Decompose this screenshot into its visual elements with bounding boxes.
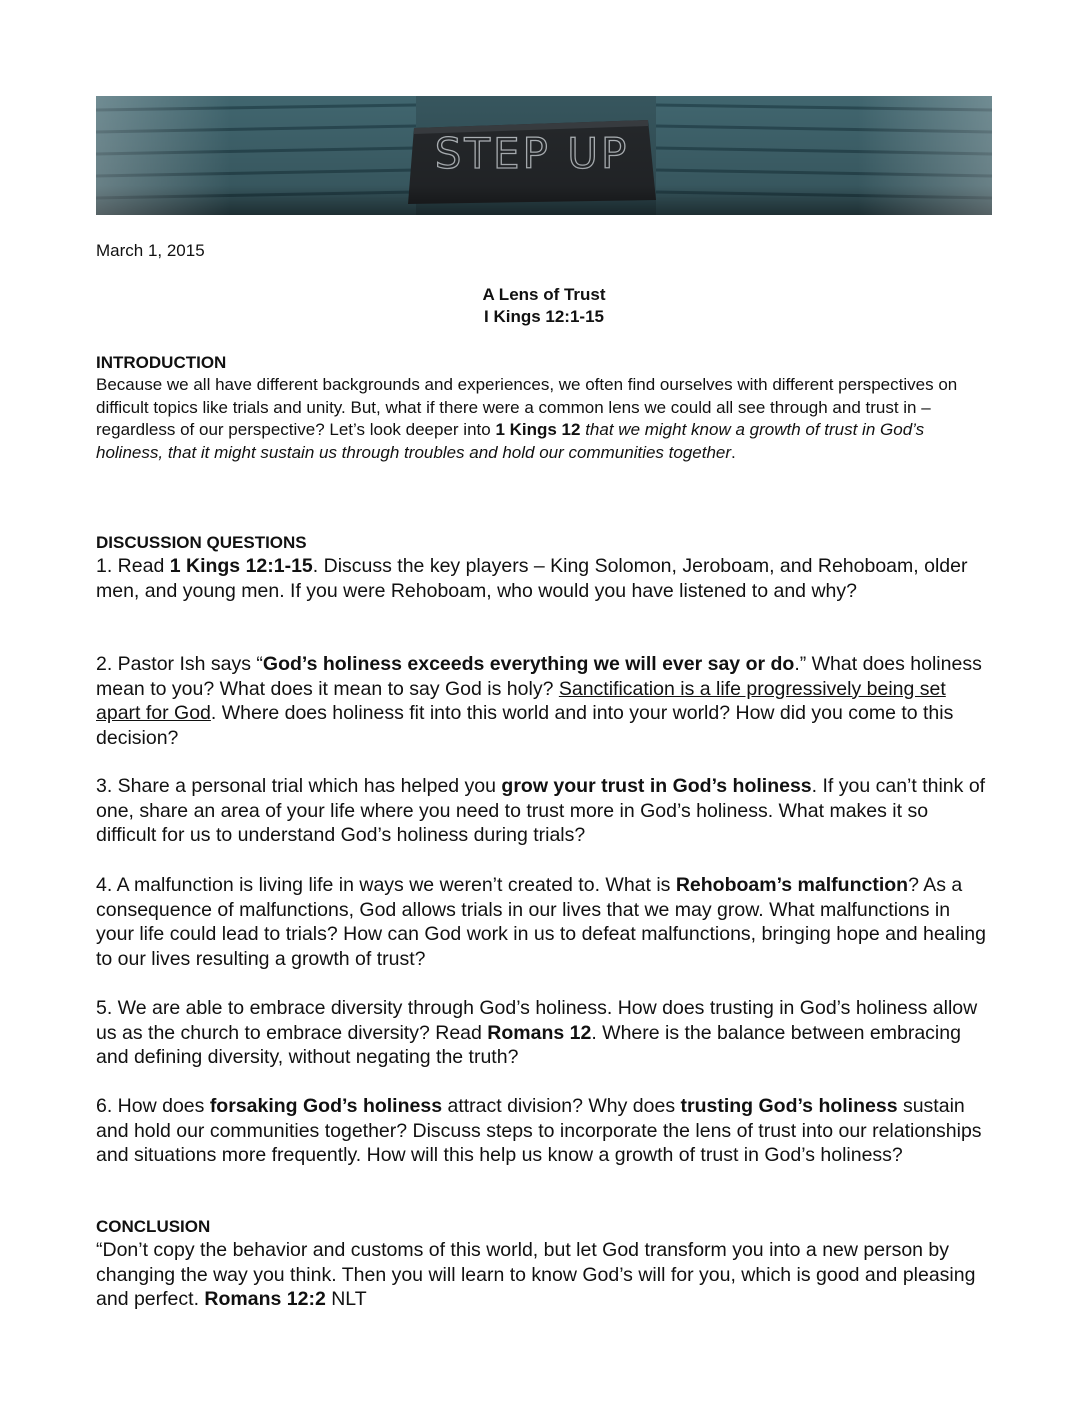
scripture-reference: I Kings 12:1-15: [484, 307, 604, 326]
text-run: grow your trust in God’s holiness: [501, 775, 812, 797]
text-run: Because we all have different backgrounds and experiences, we often find ourselves with different perspectives on difficult topics like trials and unity. But, what if there were a common lens we could all see through and trust in – regardless of our perspective? Let’s look deeper into: [96, 375, 958, 439]
text-run: . If you can’t think of one, share an area of your life where you need to trust more in God’s holiness. What makes it so difficult for us to understand God’s holiness during trials?: [96, 775, 986, 847]
text-run: . Where is the balance between embracing and defining diversity, without negating the truth?: [96, 1021, 961, 1069]
step-up-banner-graphic: [96, 96, 992, 215]
document-date: March 1, 2015: [96, 241, 205, 260]
text-run: attract division? Why does: [442, 1095, 681, 1117]
question-3-block: [96, 774, 992, 848]
text-run: 1 Kings 12:1-15: [169, 555, 313, 577]
header-banner-image: [96, 96, 992, 215]
question-2-block: [96, 652, 992, 750]
text-run: 6. How does: [96, 1095, 210, 1117]
question-3: [96, 774, 992, 848]
text-run: .” What does holiness mean to you? What does it mean to say God is holy?: [96, 653, 982, 700]
text-run: sustain and hold our communities together? Discuss steps to incorporate the lens of trust into our relationships and situations more frequently. How will this help us know a growth of trust in God’s holiness?: [96, 1095, 982, 1167]
introduction-section: [96, 352, 992, 464]
question-6: [96, 1094, 992, 1168]
document-title: A Lens of Trust: [482, 285, 606, 304]
title-block: [96, 284, 992, 328]
text-run: 5. We are able to embrace diversity through God’s holiness. How does trusting in God’s holiness allow us as the church to embrace diversity? Read: [96, 997, 978, 1044]
discussion-section: [96, 532, 992, 603]
text-run: ? As a consequence of malfunctions, God allows trials in our lives that we may grow. What malfunctions in your life could lead to trials? How can God work in us to defeat malfunctions, bringing hope and healing to our lives resulting a growth of trust?: [96, 874, 986, 970]
text-run: . Where does holiness fit into this world and into your world? How did you come to this decision?: [96, 702, 954, 749]
text-run: God’s holiness exceeds everything we will ever say or do: [262, 653, 795, 675]
text-run: Romans 12:2: [204, 1288, 326, 1311]
text-run: .: [731, 442, 736, 462]
sanctification-definition: Sanctification is a life progressively being set apart for God: [96, 677, 946, 725]
text-run: Rehoboam’s malfunction: [675, 874, 909, 896]
question-2: [96, 652, 992, 750]
conclusion-heading: CONCLUSION: [96, 1217, 211, 1236]
text-run: NLT: [325, 1288, 367, 1311]
text-run: 4. A malfunction is living life in ways we weren’t created to. What is: [96, 874, 676, 896]
question-6-block: [96, 1094, 992, 1168]
text-run: that we might know a growth of trust in God’s holiness, that it might sustain us through troubles and hold our communities together: [96, 420, 925, 462]
text-run: . Discuss the key players – King Solomon, Jeroboam, and Rehoboam, older men, and young men. If you were Rehoboam, who would you have listened to and why?: [96, 555, 968, 602]
text-run: 1. Read: [96, 555, 170, 577]
conclusion-quote: [96, 1238, 992, 1312]
text-run: 1 Kings 12: [495, 420, 581, 439]
conclusion-section: [96, 1216, 992, 1312]
text-run: 3. Share a personal trial which has helped you: [96, 775, 502, 797]
question-4-block: [96, 873, 992, 971]
discussion-heading: DISCUSSION QUESTIONS: [96, 533, 307, 552]
question-5: [96, 996, 992, 1070]
question-4: [96, 873, 992, 971]
text-run: forsaking God’s holiness: [209, 1095, 443, 1117]
text-run: 2. Pastor Ish says “: [96, 653, 263, 675]
introduction-text: [96, 374, 992, 464]
question-5-block: [96, 996, 992, 1070]
text-run: trusting God’s holiness: [680, 1095, 898, 1117]
question-1: [96, 554, 992, 603]
text-run: Romans 12: [487, 1021, 592, 1044]
introduction-heading: INTRODUCTION: [96, 353, 227, 372]
text-run: “Don’t copy the behavior and customs of this world, but let God transform you into a new person by changing the way you think. Then you will learn to know God’s will for you, which is good and pleasing and perfect.: [96, 1239, 976, 1311]
